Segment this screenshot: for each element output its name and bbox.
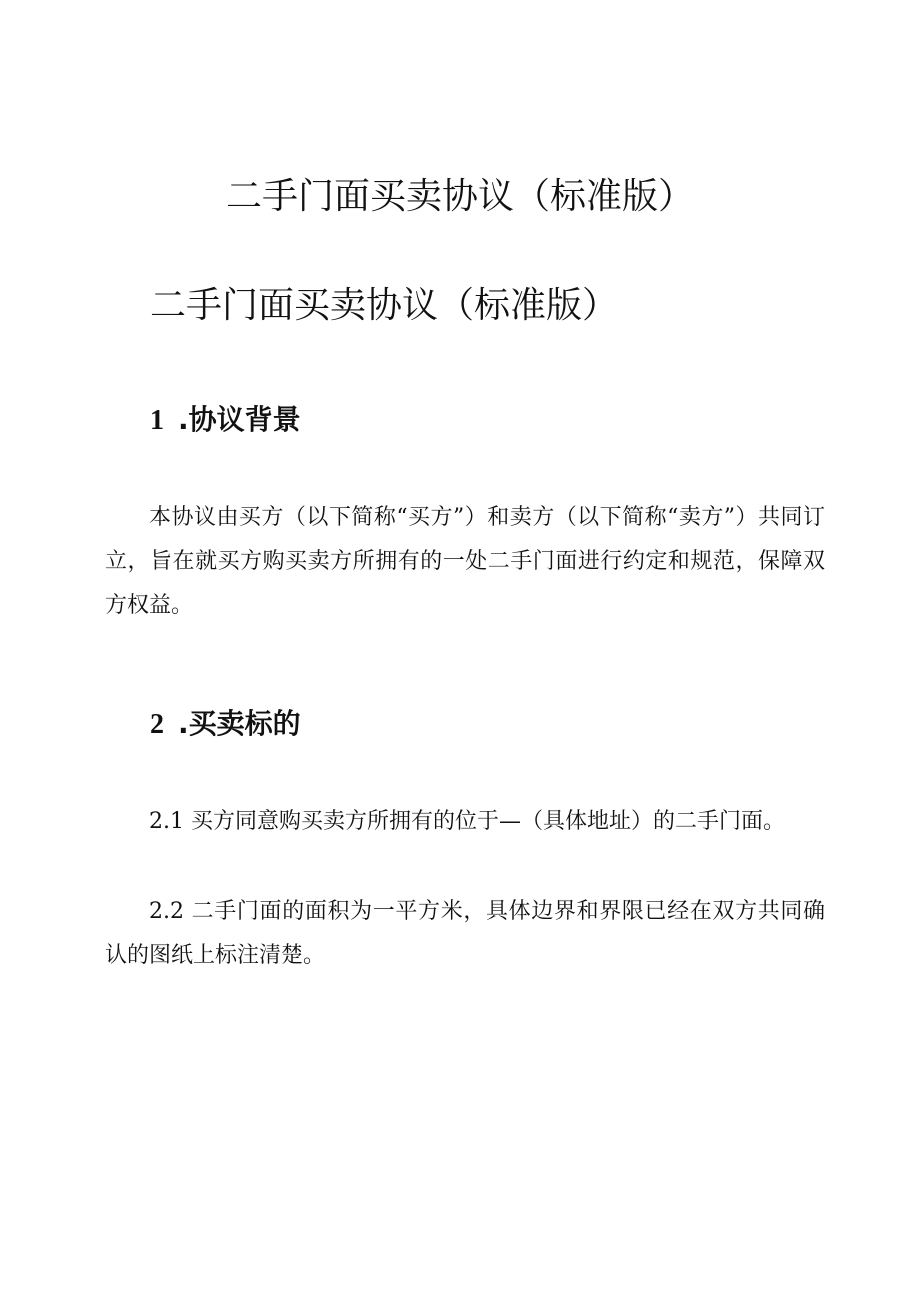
section-heading-background bbox=[150, 400, 301, 441]
section-number: 2 bbox=[150, 709, 164, 740]
paragraph-2-2: 2.2 二手门面的面积为一平方米，具体边界和界限已经在双方共同确认的图纸上标注清楚。 bbox=[105, 899, 825, 968]
section-number: 1 bbox=[150, 405, 164, 436]
document-subtitle: 二手门面买卖协议（标准版） bbox=[150, 285, 619, 326]
section-title: .买卖标的 bbox=[178, 707, 301, 740]
section-title: .协议背景 bbox=[178, 403, 301, 436]
paragraph-2-1: 2.1 买方同意购买卖方所拥有的位于—（具体地址）的二手门面。 bbox=[149, 809, 785, 834]
section-heading-subject bbox=[150, 704, 301, 745]
document-title: 二手门面买卖协议（标准版） bbox=[225, 176, 694, 217]
paragraph-background: 本协议由买方（以下简称“买方”）和卖方（以下简称“卖方”）共同订立，旨在就买方购买卖方所拥有的一处二手门面进行约定和规范，保障双方权益。 bbox=[105, 505, 825, 618]
